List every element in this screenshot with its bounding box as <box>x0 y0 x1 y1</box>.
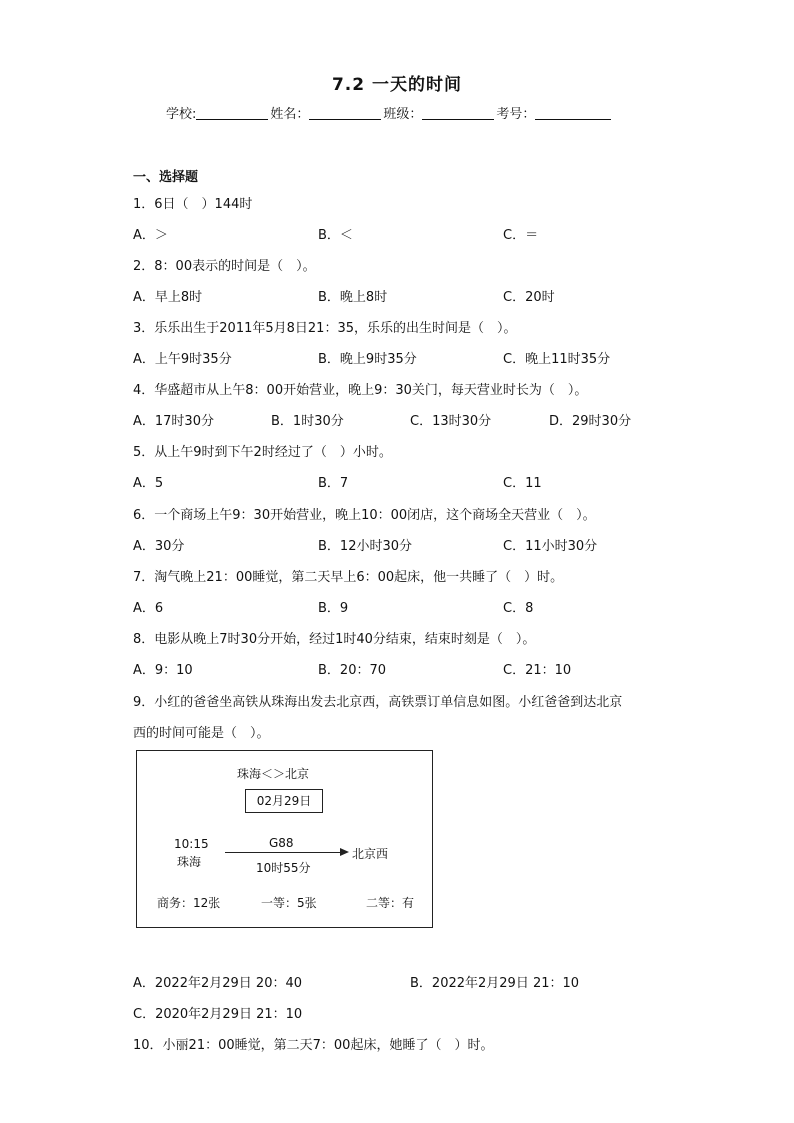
option-b: B．＜ <box>318 228 353 243</box>
class-blank <box>422 106 494 120</box>
option-c: C．晚上11时35分 <box>503 352 611 367</box>
business-seat-info: 商务：12张 <box>157 896 221 910</box>
question-stem: 8．电影从晚上7时30分开始，经过1时40分结束，结束时刻是（ ）。 <box>133 632 536 647</box>
question-stem: 1．6日（ ）144时 <box>133 197 253 212</box>
option-b: B．7 <box>318 476 349 491</box>
option-c: C．2020年2月29日 21：10 <box>133 1007 303 1022</box>
school-label: 学校: <box>166 107 197 122</box>
name-blank <box>309 106 381 120</box>
arrow-right-icon <box>340 848 349 856</box>
train-ticket-figure <box>136 750 433 928</box>
school-blank <box>196 106 268 120</box>
option-b: B．晚上8时 <box>318 290 388 305</box>
option-a: A．早上8时 <box>133 290 203 305</box>
question-stem: 10．小丽21：00睡觉，第二天7：00起床，她睡了（ ）时。 <box>133 1038 494 1053</box>
number-label: 考号： <box>496 107 536 122</box>
option-a: A．6 <box>133 601 164 616</box>
journey-arrow-line <box>225 852 343 853</box>
class-label: 班级： <box>383 107 423 122</box>
journey-duration: 10时55分 <box>256 861 311 875</box>
option-b: B．1时30分 <box>271 414 344 429</box>
depart-time: 10:15 <box>174 837 209 851</box>
option-c: C．8 <box>503 601 534 616</box>
train-number: G88 <box>269 836 294 850</box>
question-stem: 2．8：00表示的时间是（ ）。 <box>133 259 316 274</box>
option-b: B．2022年2月29日 21：10 <box>410 976 580 991</box>
option-b: B．12小时30分 <box>318 539 413 554</box>
option-c: C．11 <box>503 476 542 491</box>
option-a: A．上午9时35分 <box>133 352 232 367</box>
option-b: B．9 <box>318 601 349 616</box>
option-c: C．11小时30分 <box>503 539 598 554</box>
question-stem: 7．淘气晚上21：00睡觉，第二天早上6：00起床，他一共睡了（ ）时。 <box>133 570 564 585</box>
option-a: A．5 <box>133 476 164 491</box>
option-c: C．21：10 <box>503 663 572 678</box>
question-stem: 6．一个商场上午9：30开始营业，晚上10：00闭店，这个商场全天营业（ ）。 <box>133 508 596 523</box>
option-c: C．13时30分 <box>410 414 492 429</box>
question-stem: 9．小红的爸爸坐高铁从珠海出发去北京西，高铁票订单信息如图。小红爸爸到达北京 <box>133 695 623 710</box>
worksheet-title: 7.2 一天的时间 <box>331 75 463 95</box>
question-stem: 4．华盛超市从上午8：00开始营业，晚上9：30关门，每天营业时长为（ ）。 <box>133 383 588 398</box>
name-label: 姓名： <box>270 107 310 122</box>
option-a: A．＞ <box>133 228 168 243</box>
option-a: A．17时30分 <box>133 414 214 429</box>
second-class-info: 二等：有 <box>366 896 415 910</box>
ticket-route: 珠海＜＞北京 <box>237 767 310 781</box>
option-b: B．20：70 <box>318 663 387 678</box>
option-a: A．30分 <box>133 539 185 554</box>
arrive-station: 北京西 <box>352 847 389 861</box>
option-b: B．晚上9时35分 <box>318 352 417 367</box>
number-blank <box>535 106 611 120</box>
question-stem: 5．从上午9时到下午2时经过了（ ）小时。 <box>133 445 392 460</box>
student-info-row <box>166 103 636 122</box>
option-a: A．9：10 <box>133 663 193 678</box>
option-d: D．29时30分 <box>549 414 632 429</box>
ticket-date: 02月29日 <box>245 789 323 813</box>
question-stem: 3．乐乐出生于2011年5月8日21：35，乐乐的出生时间是（ ）。 <box>133 321 517 336</box>
depart-station: 珠海 <box>177 855 202 869</box>
option-c: C．＝ <box>503 228 539 243</box>
section-title: 一、选择题 <box>133 170 199 185</box>
option-a: A．2022年2月29日 20：40 <box>133 976 303 991</box>
option-c: C．20时 <box>503 290 555 305</box>
first-class-info: 一等：5张 <box>261 896 317 910</box>
question-stem-continued: 西的时间可能是（ ）。 <box>133 726 270 741</box>
